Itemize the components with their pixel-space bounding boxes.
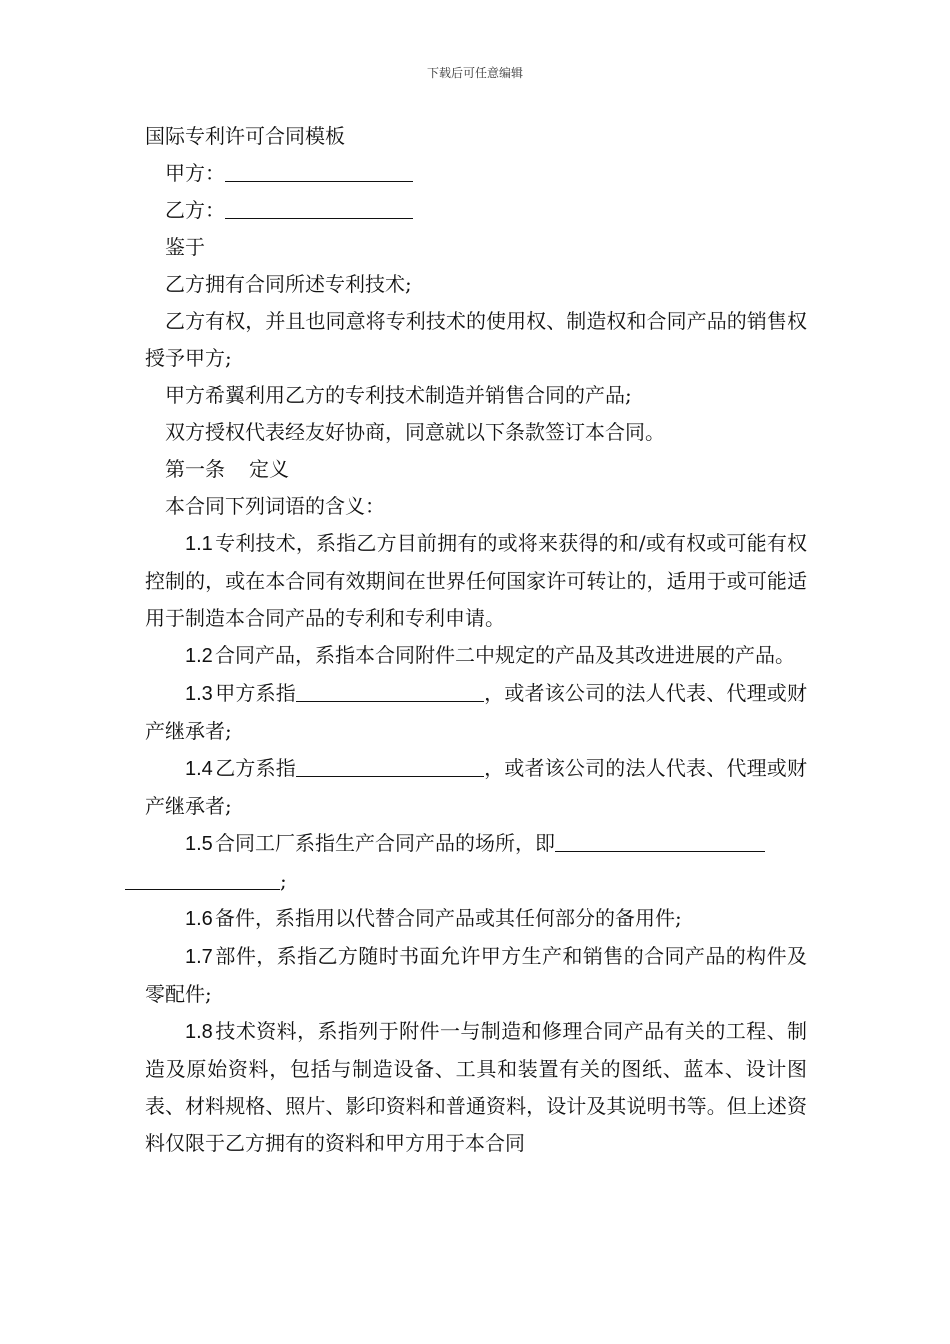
party-b-line: [145, 192, 807, 229]
header-note: 下载后可任意编辑: [426, 66, 523, 80]
document-title: 国际专利许可合同模板: [145, 124, 345, 148]
clause-text-before: 甲方系指: [215, 681, 296, 705]
clause-text: 备件，系指用以代替合同产品或其任何部分的备用件;: [215, 906, 682, 930]
party-b-blank: [225, 196, 413, 219]
recital-2: 乙方有权，并且也同意将专利技术的使用权、制造权和合同产品的销售权授予甲方;: [145, 309, 807, 370]
clause-text-after: ，或者该公司的法人代表、代理或财产继承者;: [145, 756, 808, 818]
party-a-name-blank: [296, 679, 484, 702]
party-a-label: 甲方：: [165, 161, 225, 185]
document-body: [145, 118, 807, 1162]
article-1-heading: [145, 451, 807, 488]
factory-blank-1: [555, 829, 765, 852]
clause-1-1: [145, 525, 807, 637]
party-a-line: [145, 155, 807, 192]
clause-text-after: ;: [280, 869, 287, 893]
article-1-num: 第一条: [165, 457, 225, 481]
clause-number: 1.4: [185, 758, 213, 780]
clause-text: 合同产品，系指本合同附件二中规定的产品及其改进进展的产品。: [215, 643, 795, 667]
party-a-blank: [225, 159, 413, 182]
definitions-intro: 本合同下列词语的含义：: [165, 494, 385, 518]
clause-number: 1.7: [185, 946, 213, 968]
party-b-name-blank: [296, 754, 484, 777]
article-1-title: 定义: [249, 457, 289, 481]
clause-1-4: [145, 750, 807, 825]
clause-text-before: 乙方系指: [215, 756, 296, 780]
clause-text: 部件，系指乙方随时书面允许甲方生产和销售的合同产品的构件及零配件;: [145, 944, 807, 1006]
clause-number: 1.8: [185, 1021, 213, 1043]
clause-1-7: [145, 938, 807, 1013]
clause-number: 1.5: [185, 833, 213, 855]
clause-number: 1.1: [185, 533, 213, 555]
recital-1: 乙方拥有合同所述专利技术;: [165, 272, 412, 296]
clause-number: 1.2: [185, 645, 213, 667]
clause-1-2: [145, 637, 807, 675]
whereas: 鉴于: [165, 235, 205, 259]
clause-number: 1.3: [185, 683, 213, 705]
clause-1-8: [145, 1013, 807, 1162]
recital-3: 甲方希翼利用乙方的专利技术制造并销售合同的产品;: [165, 383, 632, 407]
clause-1-6: [145, 900, 807, 938]
party-b-label: 乙方：: [165, 198, 225, 222]
recital-4: 双方授权代表经友好协商，同意就以下条款签订本合同。: [165, 420, 665, 444]
clause-text: 专利技术，系指乙方目前拥有的或将来获得的和/或有权或可能有权控制的，或在本合同有效期间在世界任何国家许可转让的，适用于或可能适用于制造本合同产品的专利和专利申请。: [145, 531, 807, 630]
clause-text: 技术资料，系指列于附件一与制造和修理合同产品有关的工程、制造及原始资料，包括与制造设备、工具和装置有关的图纸、蓝本、设计图表、材料规格、照片、影印资料和普通资料，设计及其说明书等。但上述资料仅限于乙方拥有的资料和甲方用于本合同: [145, 1019, 807, 1155]
factory-blank-2: [125, 867, 280, 890]
clause-1-5: [145, 825, 807, 900]
clause-1-3: [145, 675, 807, 750]
clause-text-before: 合同工厂系指生产合同产品的场所，即: [215, 831, 555, 855]
clause-text-after: ，或者该公司的法人代表、代理或财产继承者;: [145, 681, 808, 743]
clause-number: 1.6: [185, 908, 213, 930]
